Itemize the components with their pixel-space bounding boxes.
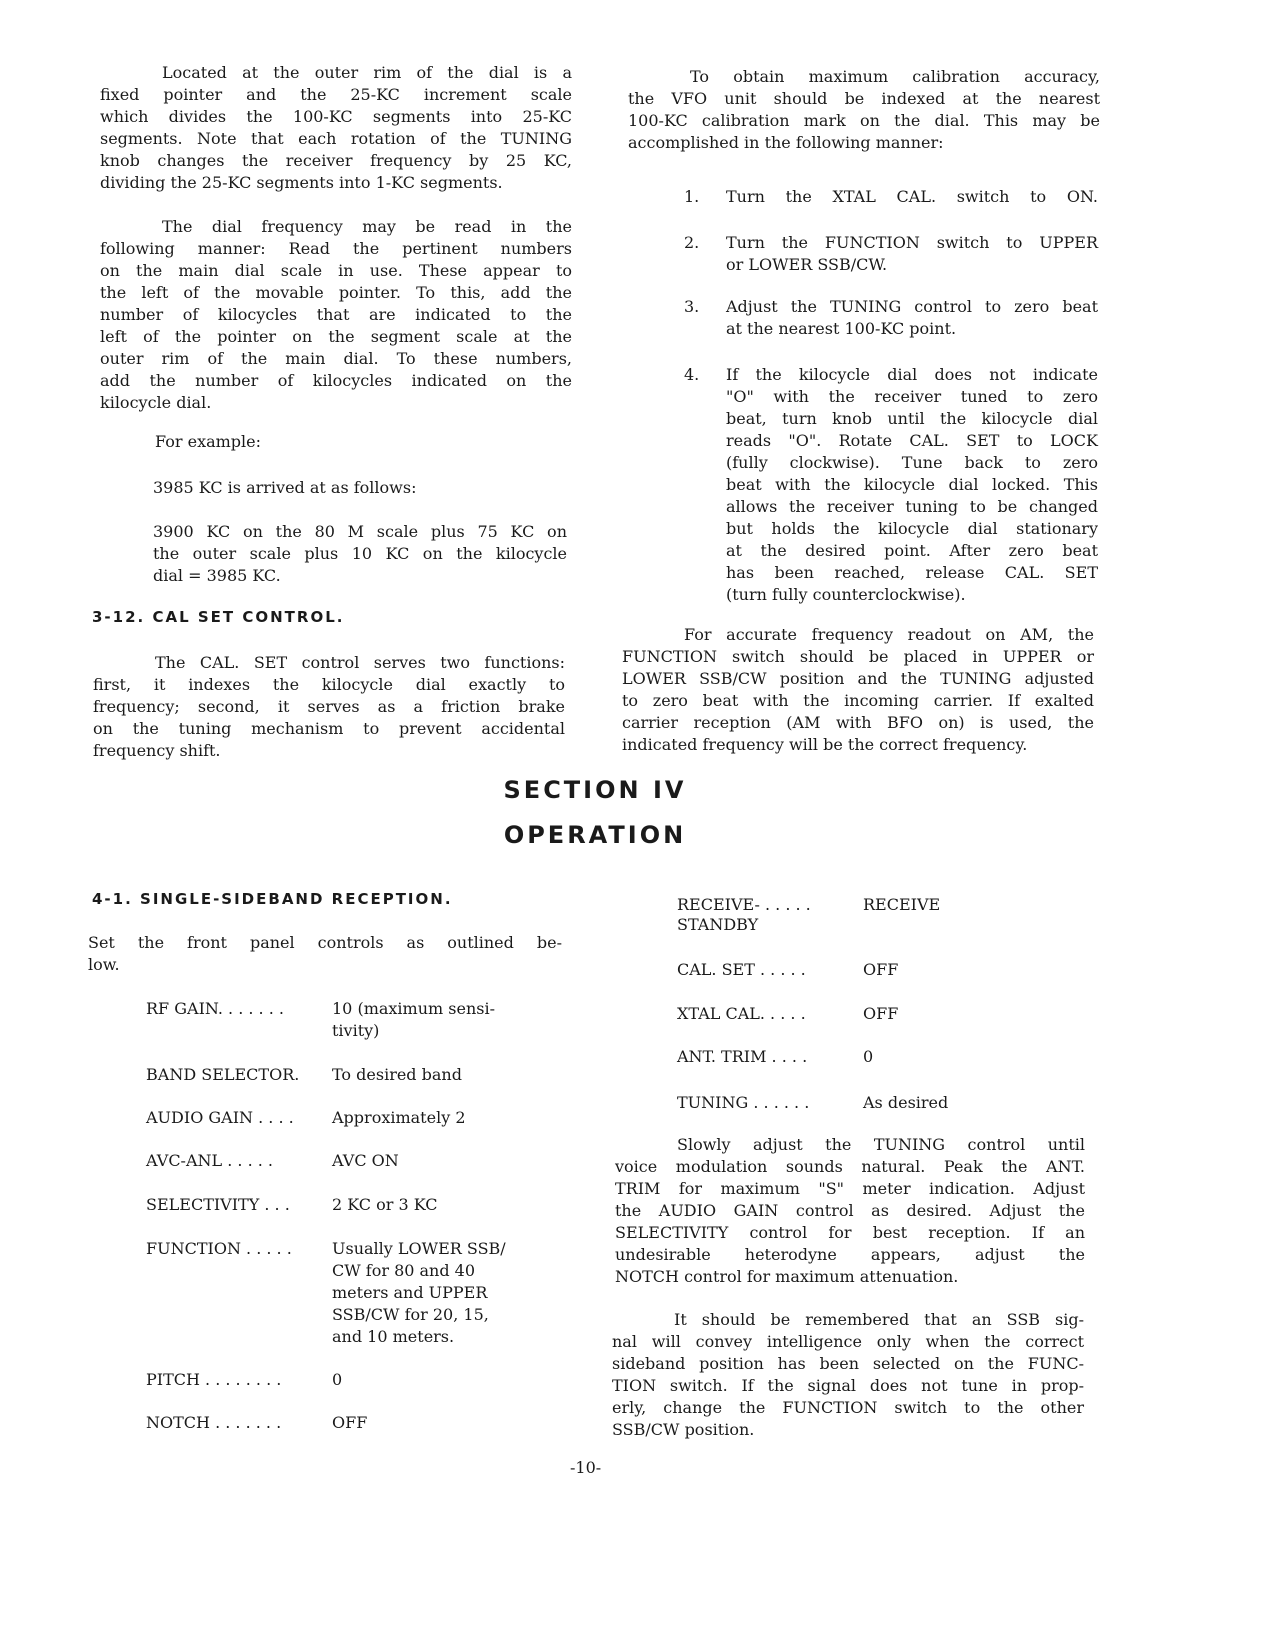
- example-intro: 3985 KC is arrived at as follows:: [153, 478, 417, 497]
- setting-label: NOTCH . . . . . . .: [146, 1413, 282, 1432]
- ssb-heading: 4-1. SINGLE-SIDEBAND RECEPTION.: [92, 890, 453, 908]
- text-line: Turn the XTAL CAL. switch to ON.: [726, 187, 1098, 206]
- cal-set-heading: 3-12. CAL SET CONTROL.: [92, 608, 345, 626]
- setting-value: 2 KC or 3 KC: [332, 1195, 438, 1214]
- text-line: kilocycle dial.: [100, 393, 212, 412]
- text-line: but holds the kilocycle dial stationary: [726, 519, 1098, 538]
- text-line: LOWER SSB/CW position and the TUNING adjusted: [622, 669, 1094, 688]
- text-line: (turn fully counterclockwise).: [726, 585, 966, 604]
- setting-value: Approximately 2: [332, 1108, 466, 1127]
- setting-row: [146, 1150, 646, 1172]
- section-title: SECTION IV: [503, 776, 687, 804]
- text-line: dial = 3985 KC.: [153, 566, 281, 585]
- setting-row: [677, 959, 1177, 981]
- setting-value: To desired band: [332, 1065, 462, 1084]
- setting-value: Usually LOWER SSB/: [332, 1239, 506, 1258]
- setting-label: AVC-ANL . . . . .: [146, 1151, 273, 1170]
- text-line: nal will convey intelligence only when the correct: [612, 1332, 1084, 1351]
- setting-row: [146, 1412, 646, 1434]
- setting-value: SSB/CW for 20, 15,: [332, 1305, 489, 1324]
- text-line: undesirable heterodyne appears, adjust the: [615, 1245, 1085, 1264]
- setting-value: OFF: [863, 960, 899, 979]
- page-number: -10-: [570, 1458, 602, 1477]
- text-line: 100-KC calibration mark on the dial. This may be: [628, 111, 1100, 130]
- text-line: on the main dial scale in use. These appear to: [100, 261, 572, 280]
- text-line: Set the front panel controls as outlined be-: [88, 933, 562, 952]
- text-line: fixed pointer and the 25-KC increment scale: [100, 85, 572, 104]
- text-line: first, it indexes the kilocycle dial exactly to: [93, 675, 565, 694]
- cal-set-para: [93, 652, 565, 762]
- text-line: left of the pointer on the segment scale at the: [100, 327, 572, 346]
- example-label: For example:: [155, 432, 262, 451]
- text-line: knob changes the receiver frequency by 25 KC,: [100, 151, 572, 170]
- setting-label: RF GAIN. . . . . . .: [146, 999, 284, 1018]
- text-line: Located at the outer rim of the dial is a: [162, 63, 572, 82]
- step-number: 4.: [684, 365, 700, 384]
- setting-value: RECEIVE: [863, 895, 941, 914]
- text-line: dividing the 25-KC segments into 1-KC segments.: [100, 173, 503, 192]
- step-text: [726, 296, 1098, 340]
- setting-row: [146, 998, 646, 1042]
- setting-row: [677, 1092, 1177, 1114]
- text-line: at the nearest 100-KC point.: [726, 319, 957, 338]
- text-line: The dial frequency may be read in the: [162, 217, 572, 236]
- left-para-dial-pointer: [100, 62, 572, 194]
- text-line: beat with the kilocycle dial locked. This: [726, 475, 1098, 494]
- text-line: The CAL. SET control serves two functions:: [155, 653, 565, 672]
- setting-value: meters and UPPER: [332, 1283, 488, 1302]
- example-calculation: [153, 521, 567, 587]
- text-line: following manner: Read the pertinent numbers: [100, 239, 572, 258]
- ssb-para-sideband: [612, 1309, 1084, 1441]
- setting-label: FUNCTION . . . . .: [146, 1239, 292, 1258]
- text-line: If the kilocycle dial does not indicate: [726, 365, 1098, 384]
- setting-value: 0: [863, 1047, 874, 1066]
- setting-value: 10 (maximum sensi-: [332, 999, 495, 1018]
- setting-value: As desired: [863, 1093, 949, 1112]
- text-line: the left of the movable pointer. To this, add the: [100, 283, 572, 302]
- setting-label: XTAL CAL. . . . .: [677, 1004, 806, 1023]
- setting-label: TUNING . . . . . .: [677, 1093, 810, 1112]
- setting-value: AVC ON: [332, 1151, 399, 1170]
- text-line: voice modulation sounds natural. Peak the ANT.: [615, 1157, 1085, 1176]
- section-subtitle: OPERATION: [503, 821, 687, 849]
- setting-value: OFF: [863, 1004, 899, 1023]
- setting-label-cont: STANDBY: [677, 915, 759, 934]
- text-line: FUNCTION switch should be placed in UPPER or: [622, 647, 1094, 666]
- text-line: number of kilocycles that are indicated to the: [100, 305, 572, 324]
- ssb-para-tuning: [615, 1134, 1085, 1288]
- setting-row: [146, 1194, 646, 1216]
- setting-row: [677, 1046, 1177, 1068]
- text-line: the outer scale plus 10 KC on the kilocycle: [153, 544, 567, 563]
- text-line: has been reached, release CAL. SET: [726, 563, 1098, 582]
- step-text: [726, 232, 1098, 276]
- setting-value: CW for 80 and 40: [332, 1261, 476, 1280]
- setting-label: RECEIVE- . . . . .: [677, 895, 811, 914]
- step-text: [726, 364, 1098, 606]
- text-line: low.: [88, 955, 120, 974]
- setting-row: [146, 1107, 646, 1129]
- text-line: To obtain maximum calibration accuracy,: [690, 67, 1100, 86]
- setting-value: and 10 meters.: [332, 1327, 455, 1346]
- text-line: frequency shift.: [93, 741, 221, 760]
- setting-value: OFF: [332, 1413, 368, 1432]
- ssb-intro: [88, 932, 562, 976]
- text-line: "O" with the receiver tuned to zero: [726, 387, 1098, 406]
- setting-label: BAND SELECTOR.: [146, 1065, 300, 1084]
- text-line: allows the receiver tuning to be changed: [726, 497, 1098, 516]
- step-number: 3.: [684, 297, 700, 316]
- text-line: or LOWER SSB/CW.: [726, 255, 888, 274]
- setting-row: [146, 1238, 646, 1348]
- setting-label: AUDIO GAIN . . . .: [146, 1108, 294, 1127]
- setting-label: SELECTIVITY . . .: [146, 1195, 290, 1214]
- step-text: [726, 186, 1098, 208]
- text-line: SELECTIVITY control for best reception. If an: [615, 1223, 1085, 1242]
- text-line: at the desired point. After zero beat: [726, 541, 1098, 560]
- text-line: reads "O". Rotate CAL. SET to LOCK: [726, 431, 1098, 450]
- text-line: NOTCH control for maximum attenuation.: [615, 1267, 959, 1286]
- setting-value: 0: [332, 1370, 343, 1389]
- step-number: 1.: [684, 187, 700, 206]
- text-line: 3900 KC on the 80 M scale plus 75 KC on: [153, 522, 567, 541]
- text-line: sideband position has been selected on the FUNC-: [612, 1354, 1084, 1373]
- text-line: Slowly adjust the TUNING control until: [677, 1135, 1085, 1154]
- text-line: Adjust the TUNING control to zero beat: [726, 297, 1098, 316]
- left-para-read-dial: [100, 216, 572, 414]
- right-para-am-readout: [622, 624, 1094, 756]
- text-line: SSB/CW position.: [612, 1420, 755, 1439]
- text-line: which divides the 100-KC segments into 25-KC: [100, 107, 572, 126]
- text-line: For accurate frequency readout on AM, the: [684, 625, 1094, 644]
- text-line: TION switch. If the signal does not tune in prop-: [612, 1376, 1084, 1395]
- setting-row: [677, 1003, 1177, 1025]
- setting-label: PITCH . . . . . . . .: [146, 1370, 282, 1389]
- text-line: (fully clockwise). Tune back to zero: [726, 453, 1098, 472]
- right-para-calibration: [628, 66, 1100, 154]
- text-line: add the number of kilocycles indicated on the: [100, 371, 572, 390]
- setting-row: [677, 894, 1177, 938]
- text-line: on the tuning mechanism to prevent accidental: [93, 719, 565, 738]
- text-line: erly, change the FUNCTION switch to the other: [612, 1398, 1084, 1417]
- setting-row: [146, 1064, 646, 1086]
- text-line: accomplished in the following manner:: [628, 133, 944, 152]
- text-line: outer rim of the main dial. To these numbers,: [100, 349, 572, 368]
- text-line: TRIM for maximum "S" meter indication. Adjust: [615, 1179, 1085, 1198]
- text-line: Turn the FUNCTION switch to UPPER: [726, 233, 1098, 252]
- text-line: to zero beat with the incoming carrier. If exalted: [622, 691, 1094, 710]
- step-number: 2.: [684, 233, 700, 252]
- text-line: beat, turn knob until the kilocycle dial: [726, 409, 1098, 428]
- text-line: the AUDIO GAIN control as desired. Adjust the: [615, 1201, 1085, 1220]
- text-line: segments. Note that each rotation of the TUNING: [100, 129, 572, 148]
- text-line: indicated frequency will be the correct frequency.: [622, 735, 1028, 754]
- setting-row: [146, 1369, 646, 1391]
- text-line: the VFO unit should be indexed at the nearest: [628, 89, 1100, 108]
- text-line: carrier reception (AM with BFO on) is used, the: [622, 713, 1094, 732]
- setting-label: CAL. SET . . . . .: [677, 960, 806, 979]
- setting-label: ANT. TRIM . . . .: [677, 1047, 808, 1066]
- setting-value: tivity): [332, 1021, 380, 1040]
- text-line: frequency; second, it serves as a friction brake: [93, 697, 565, 716]
- text-line: It should be remembered that an SSB sig-: [674, 1310, 1084, 1329]
